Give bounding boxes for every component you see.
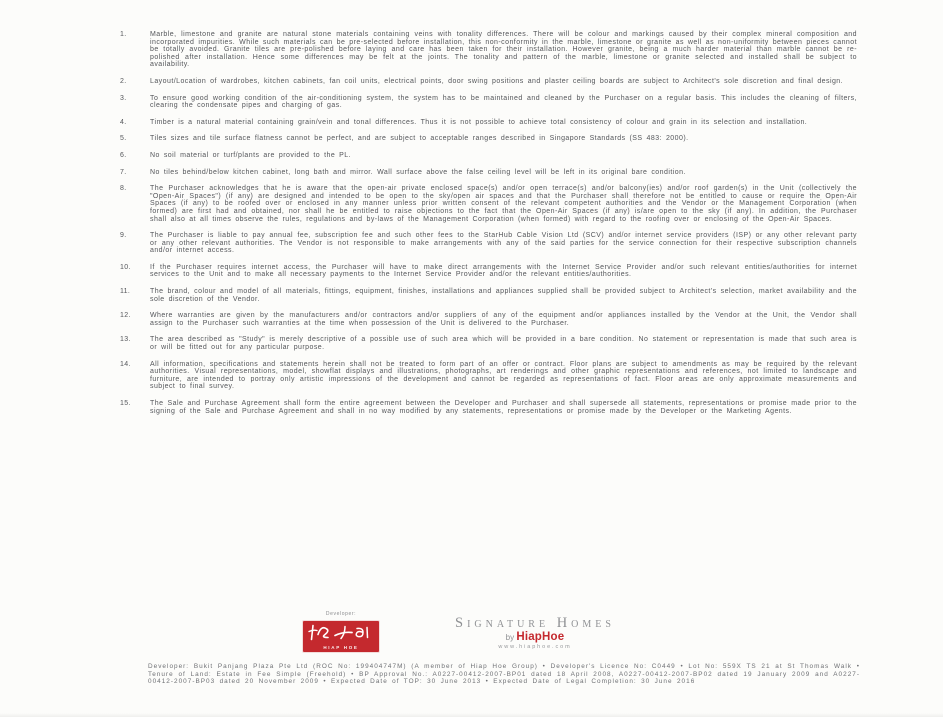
clause-number: 2. [120, 77, 127, 85]
clause-item [120, 336, 857, 351]
clause-text: The brand, colour and model of all materials, fittings, equipment, finishes, installations and appliances supplied shall be provided subject to Architect's selection, market availability and the sole discretion of the Vendor. [150, 288, 857, 303]
clause-number: 9. [120, 232, 127, 240]
clause-number: 8. [120, 185, 127, 193]
hiaphoe-calligraphy-icon [305, 622, 377, 643]
clause-item [120, 152, 857, 160]
brand-title: Signature Homes [455, 615, 615, 631]
clause-item [120, 288, 857, 303]
clause-number: 1. [120, 31, 127, 38]
clause-text: Layout/Location of wardrobes, kitchen cabinets, fan coil units, electrical points, door swing positions and plaster ceiling boards are subject to Architect's sole discretion and final design. [150, 77, 844, 85]
clause-text: All information, specifications and statements herein shall not be treated to form part of an offer or contract. Floor plans are subject to amendments as may be required by the relevant authorities. Visual representations, model, showflat displays and illustrations, photographs, art renderings and other graphic representations and references, not limited to landscape and furniture, are intended to portray only artistic impressions of the development and cannot be regarded as representations of fact. Floor areas are only approximate measurements and subject to final survey. [150, 360, 857, 391]
clause-text: No tiles behind/below kitchen cabinet, long bath and mirror. Wall surface above the false ceiling level will be left in its original bare condition. [150, 168, 686, 176]
clause-list [120, 31, 857, 424]
clause-text: The Purchaser acknowledges that he is aware that the open-air private enclosed space(s) and/or open terrace(s) and/or balcony(ies) and/or roof garden(s) in the Unit (collectively the "Open-Air Spaces") (if any) are designed and intended to be open to the sky/open air spaces and that the Purchaser shall therefore not be entitled to cause or require the Open-Air Spaces (if any) to be roofed over or enclosed in any manner unless prior written consent of the relevant competent authorities and the Vendor or the Management Corporation (when formed) are first had and obtained, nor shall he be entitled to raise objections to the fact that the Open-Air Spaces (if any) is/are open to the sky (if any). In addition, the Purchaser shall also at all times observe the rules, regulations and by-laws of the Management Corporation (when formed) with regard to the roofing over or enclosing of the Open-Air Spaces. [150, 185, 857, 223]
clause-item [120, 78, 857, 86]
clause-number: 6. [120, 151, 127, 159]
signature-homes-brand [410, 615, 660, 650]
hiap-hoe-logo [303, 621, 379, 652]
clause-number: 4. [120, 118, 127, 126]
clause-number: 13. [120, 336, 131, 344]
clause-item [120, 400, 857, 415]
clause-item [120, 264, 857, 279]
clause-item [120, 169, 857, 177]
clause-number: 3. [120, 94, 127, 102]
clause-text: Tiles sizes and tile surface flatness cannot be perfect, and are subject to acceptable ranges described in Singapore Standards (SS 483: 2000). [150, 135, 689, 143]
clause-number: 7. [120, 168, 127, 176]
clause-text: Where warranties are given by the manufacturers and/or contractors and/or suppliers of any of the equipment and/or appliances installed by the Vendor at the Unit, the Vendor shall assign to the Purchaser such warranties at the time when possession of the Unit is delivered to the Purchaser. [150, 312, 857, 327]
clause-item [120, 312, 857, 327]
clause-text: The area described as "Study" is merely descriptive of a possible use of such area which will be provided in a bare condition. No statement or representation is made that such area is or will be fitted out for any particular purpose. [150, 336, 857, 352]
brand-name: HiapHoe [516, 631, 565, 643]
clause-item [120, 95, 857, 110]
clause-number: 12. [120, 312, 131, 320]
clause-item [120, 135, 857, 143]
clause-number: 11. [120, 288, 131, 296]
clause-text: No soil material or turf/plants are provided to the PL. [150, 151, 352, 159]
clause-text: Timber is a natural material containing grain/vein and tonal differences. Thus it is not possible to achieve total consistency of colour and grain in its selection and installation. [150, 118, 808, 126]
clause-item [120, 232, 857, 255]
clause-number: 10. [120, 263, 131, 271]
clause-text: To ensure good working condition of the air-conditioning system, the system has to be maintained and cleaned by the Purchaser on a regular basis. This includes the cleaning of filters, clearing the condensate pipes and charging of gas. [150, 94, 857, 110]
clause-number: 14. [120, 360, 131, 368]
clause-item [120, 31, 857, 69]
brand-url: www.hiaphoe.com [498, 644, 572, 650]
clause-number: 5. [120, 135, 127, 143]
clause-text: Marble, limestone and granite are natural stone materials containing veins with tonality differences. There will be colour and markings caused by their complex mineral composition and incorporated impurities. While such materials can be pre-selected before installation, this non-conformity in the marble, limestone or granite as well as non-uniformity between pieces cannot be totally avoided. Granite tiles are pre-polished before laying and care has been taken for their installation. However granite, being a much harder material than marble cannot be re-polished after installation. Hence some differences may be felt at the joints. The tonality and pattern of the marble, limestone or granite selected and installed shall be subject to availability. [150, 31, 857, 69]
clause-text: The Sale and Purchase Agreement shall form the entire agreement between the Developer and Purchaser and shall supersede all statements, representations or promise made prior to the signing of the Sale and Purchase Agreement and shall in no way modified by any statements, representations or promise made by the Developer or the Marketing Agents. [150, 400, 857, 415]
clause-item [120, 119, 857, 127]
developer-label: Developer: [325, 611, 357, 617]
clause-text: The Purchaser is liable to pay annual fee, subscription fee and such other fees to the StarHub Cable Vision Ltd (SCV) and/or internet service providers (ISP) or any other relevant party or any other relevant authorities. The Vendor is not responsible to make arrangements with any of the said parties for the service connection for their respective subscription channels and/or internet access. [150, 232, 857, 255]
hiap-hoe-logo-text: HIAP HOE [323, 644, 359, 650]
clause-item [120, 361, 857, 391]
clause-item [120, 185, 857, 223]
clause-number: 15. [120, 400, 131, 407]
clause-text: If the Purchaser requires internet access, the Purchaser will have to make direct arrangements with the Internet Service Provider and/or such relevant entities/authorities for internet services to the Unit and to make all necessary payments to the Internet Service Provider and/or the relevant entities/authorities. [150, 263, 857, 279]
brand-by-word: by [505, 633, 515, 642]
brand-byline [410, 632, 660, 643]
developer-legal-text: Developer: Bukit Panjang Plaza Pte Ltd (ROC No: 199404747M) (A member of Hiap Hoe Group) • Developer's Licence No: C0449 • Lot No: 559X TS 21 at St Thomas Walk • Tenure of Land: Estate in Fee Simple (Freehold) • BP Approval No.: A0227-00412-2007-BP01 dated 18 April 2008, A0227-00412-2007-BP02 dated 19 January 2009 and A0227-00412-2007-BP03 dated 20 November 2009 • Expected Date of TOP: 30 June 2013 • Expected Date of Legal Completion: 30 June 2016 [148, 663, 860, 686]
